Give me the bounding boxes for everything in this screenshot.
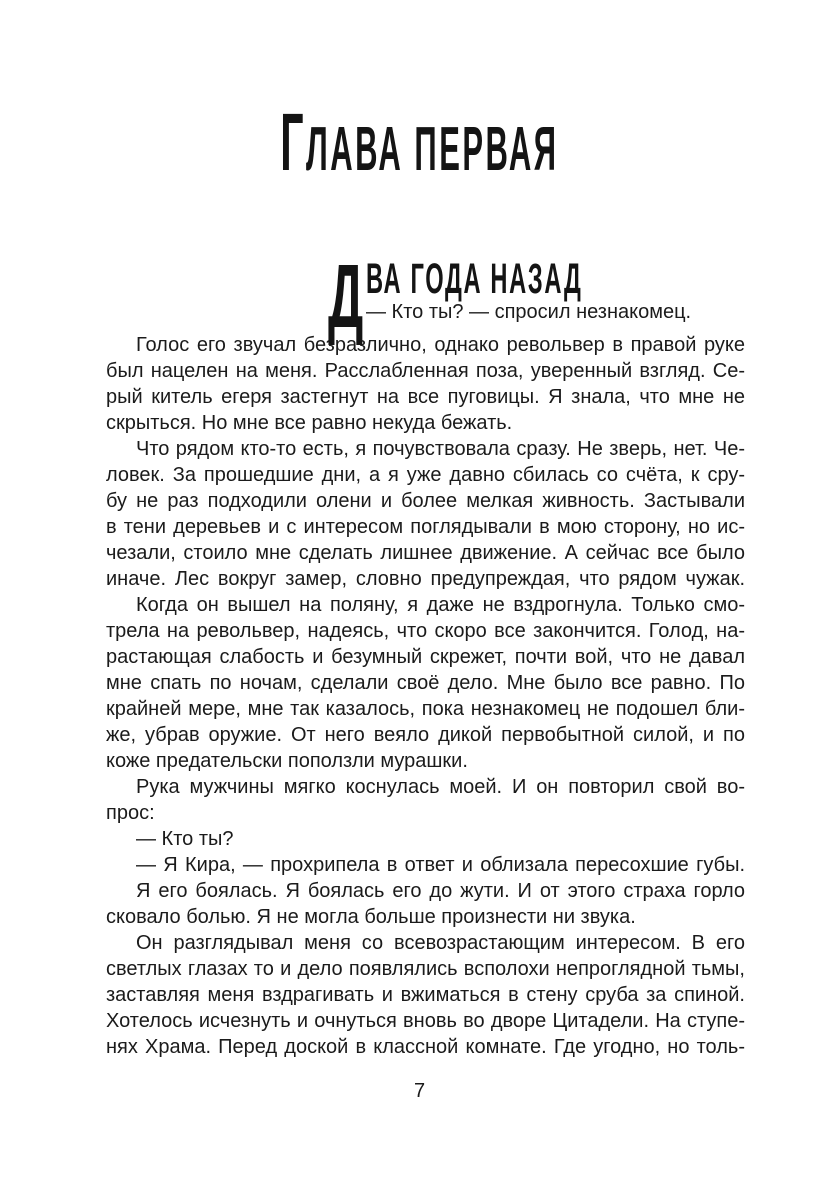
paragraph xyxy=(106,930,745,1060)
text-line: же, убрав оружие. От него веяло дикой первобытной силой, и по xyxy=(106,724,745,746)
text-line: заставляя меня вздрагивать и вжиматься в стену сруба за спиной. xyxy=(106,984,745,1006)
text-line: коже предательски поползли мурашки. xyxy=(106,750,468,772)
text-line: — Кто ты? xyxy=(136,828,234,850)
text-line: был нацелен на меня. Расслабленная поза, уверенный взгляд. Се- xyxy=(106,360,745,382)
drop-cap-letter: Д xyxy=(328,247,364,347)
text-line: Что рядом кто-то есть, я почувствовала сразу. Не зверь, нет. Че- xyxy=(136,438,745,460)
section-heading xyxy=(328,247,745,347)
paragraphs xyxy=(106,332,745,1060)
paragraph xyxy=(106,592,745,774)
paragraph xyxy=(106,332,745,436)
paragraph xyxy=(106,878,745,930)
text-line: иначе. Лес вокруг замер, словно предупреждая, что рядом чужак. xyxy=(106,568,745,590)
chapter-title-text xyxy=(280,97,559,188)
chapter-title-rest: ЛАВА ПЕРВАЯ xyxy=(306,115,559,184)
text-line: крайней мере, мне так казалось, пока незнакомец не подошел бли- xyxy=(106,698,745,720)
text-line: — Я Кира, — прохрипела в ответ и облизала пересохшие губы. xyxy=(136,854,745,876)
text-line: скрыться. Но мне все равно некуда бежать. xyxy=(106,412,513,434)
chapter-title xyxy=(0,97,839,188)
page-number: 7 xyxy=(413,1080,426,1102)
text-line: чезали, стоило мне сделать лишнее движение. А сейчас все было xyxy=(106,542,745,564)
section-title-row xyxy=(366,255,745,303)
chapter-title-initial: Г xyxy=(280,97,307,188)
text-line: Хотелось исчезнуть и очнуться вновь во дворе Цитадели. На ступе- xyxy=(106,1010,745,1032)
section-first-line: — Кто ты? — спросил незнакомец. xyxy=(366,301,692,323)
text-line: Я его боялась. Я боялась его до жути. И от этого страха горло xyxy=(136,880,745,902)
text-line: светлых глазах то и дело появлялись всполохи непроглядной тьмы, xyxy=(106,958,745,980)
paragraph xyxy=(106,852,745,878)
text-block xyxy=(106,247,745,1060)
text-line: Голос его звучал безразлично, однако револьвер в правой руке xyxy=(136,334,745,356)
text-line: ловек. За прошедшие дни, а я уже давно сбилась со счёта, к сру- xyxy=(106,464,745,486)
text-line: прос: xyxy=(106,802,155,824)
text-line: Он разглядывал меня со всевозрастающим интересом. В его xyxy=(136,932,745,954)
text-line: трела на револьвер, надеясь, что скоро все закончится. Голод, на- xyxy=(106,620,745,642)
paragraph xyxy=(106,774,745,826)
text-line: растающая слабость и безумный скрежет, почти вой, что не давал xyxy=(106,646,745,668)
text-line: рый китель егеря застегнут на все пуговицы. Я знала, что мне не xyxy=(106,386,745,408)
text-line: Рука мужчины мягко коснулась моей. И он повторил свой во- xyxy=(136,776,745,798)
text-line: сковало болью. Я не могла больше произнести ни звука. xyxy=(106,906,636,928)
text-line: в тени деревьев и с интересом поглядывали в мою сторону, но ис- xyxy=(106,516,745,538)
section-title: ВА ГОДА НАЗАД xyxy=(366,255,583,303)
paragraph xyxy=(106,826,745,852)
paragraph xyxy=(106,436,745,592)
text-line: Когда он вышел на поляну, я даже не вздрогнула. Только смо- xyxy=(136,594,745,616)
text-line: нях Храма. Перед доской в классной комнате. Где угодно, но толь- xyxy=(106,1036,745,1058)
text-line: мне спать по ночам, сделали своё дело. Мне было все равно. По xyxy=(106,672,745,694)
text-line: бу не раз подходили олени и более мелкая живность. Застывали xyxy=(106,490,745,512)
